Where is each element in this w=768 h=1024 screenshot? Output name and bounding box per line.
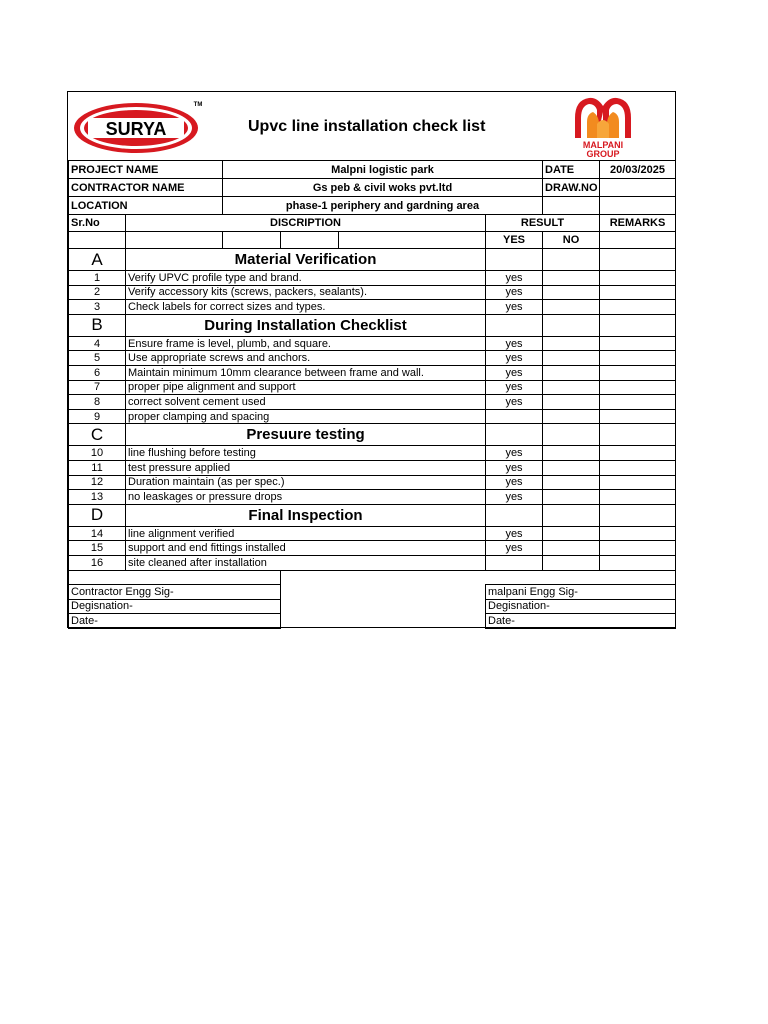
item-no-value [543, 446, 600, 461]
blank-cell [281, 614, 486, 629]
item-no-value [543, 380, 600, 395]
item-remarks [600, 395, 676, 410]
checklist-item-row [69, 490, 676, 505]
blank-cell [486, 570, 676, 585]
item-number: 3 [69, 300, 126, 315]
column-header-row [69, 215, 676, 232]
item-description: support and end fittings installed [126, 541, 486, 556]
srno-header: Sr.No [69, 215, 126, 232]
item-remarks [600, 336, 676, 351]
blank-cell [600, 232, 676, 249]
surya-logo [72, 96, 206, 154]
item-number: 7 [69, 380, 126, 395]
item-number: 13 [69, 490, 126, 505]
item-number: 8 [69, 395, 126, 410]
project-label: PROJECT NAME [69, 161, 223, 179]
item-remarks [600, 380, 676, 395]
item-remarks [600, 300, 676, 315]
item-remarks [600, 475, 676, 490]
item-number: 2 [69, 285, 126, 300]
blank-cell [69, 570, 281, 585]
item-remarks [600, 526, 676, 541]
item-no-value [543, 526, 600, 541]
date-value: 20/03/2025 [600, 161, 676, 179]
item-remarks [600, 409, 676, 424]
item-no-value [543, 490, 600, 505]
section-title: Presuure testing [126, 424, 486, 446]
location-value: phase-1 periphery and gardning area [223, 197, 543, 215]
item-no-value [543, 336, 600, 351]
yes-header: YES [486, 232, 543, 249]
item-description: correct solvent cement used [126, 395, 486, 410]
item-number: 10 [69, 446, 126, 461]
item-description: line flushing before testing [126, 446, 486, 461]
item-remarks [600, 351, 676, 366]
location-empty-b [600, 197, 676, 215]
item-remarks [600, 460, 676, 475]
item-number: 5 [69, 351, 126, 366]
item-yes-value: yes [486, 475, 543, 490]
item-yes-value: yes [486, 380, 543, 395]
checklist-item-row [69, 271, 676, 286]
location-label: LOCATION [69, 197, 223, 215]
item-description: no leaskages or pressure drops [126, 490, 486, 505]
drawno-label: DRAW.NO [543, 179, 600, 197]
result-header: RESULT [486, 215, 600, 232]
item-remarks [600, 285, 676, 300]
item-yes-value: yes [486, 351, 543, 366]
item-yes-value: yes [486, 271, 543, 286]
signature-row [69, 614, 676, 629]
item-yes-value: yes [486, 490, 543, 505]
blank-cell [543, 314, 600, 336]
blank-cell [600, 314, 676, 336]
malpani-date: Date- [486, 614, 676, 629]
item-no-value [543, 300, 600, 315]
item-yes-value: yes [486, 336, 543, 351]
blank-cell [486, 424, 543, 446]
item-no-value [543, 395, 600, 410]
blank-cell [281, 232, 339, 249]
item-remarks [600, 541, 676, 556]
section-letter: C [69, 424, 126, 446]
item-yes-value: yes [486, 460, 543, 475]
checklist-item-row [69, 365, 676, 380]
checklist-item-row [69, 285, 676, 300]
contractor-date: Date- [69, 614, 281, 629]
checklist-item-row [69, 475, 676, 490]
remarks-header: REMARKS [600, 215, 676, 232]
signature-spacer-row [69, 570, 676, 585]
signature-row [69, 585, 676, 600]
item-no-value [543, 460, 600, 475]
item-yes-value [486, 409, 543, 424]
item-yes-value: yes [486, 285, 543, 300]
item-yes-value [486, 555, 543, 570]
item-yes-value: yes [486, 446, 543, 461]
description-header: DISCRIPTION [126, 215, 486, 232]
item-description: proper clamping and spacing [126, 409, 486, 424]
item-description: proper pipe alignment and support [126, 380, 486, 395]
item-description: site cleaned after installation [126, 555, 486, 570]
section-header-row [69, 249, 676, 271]
item-yes-value: yes [486, 526, 543, 541]
item-no-value [543, 475, 600, 490]
section-letter: A [69, 249, 126, 271]
checklist-sheet [67, 91, 676, 628]
surya-logo-text: SURYA [105, 119, 167, 139]
checklist-item-row [69, 395, 676, 410]
malpani-logo [563, 94, 643, 158]
blank-cell [126, 232, 223, 249]
contractor-designation: Degisnation- [69, 599, 281, 614]
checklist-item-row [69, 300, 676, 315]
blank-cell [339, 232, 486, 249]
blank-cell [281, 585, 486, 600]
item-number: 1 [69, 271, 126, 286]
date-label: DATE [543, 161, 600, 179]
no-header: NO [543, 232, 600, 249]
item-no-value [543, 351, 600, 366]
blank-cell [486, 314, 543, 336]
location-empty-a [543, 197, 600, 215]
item-no-value [543, 409, 600, 424]
blank-cell [223, 232, 281, 249]
contractor-signature: Contractor Engg Sig- [69, 585, 281, 600]
item-number: 6 [69, 365, 126, 380]
surya-tm: TM [193, 102, 203, 108]
item-description: Use appropriate screws and anchors. [126, 351, 486, 366]
section-header-row [69, 504, 676, 526]
item-description: Verify accessory kits (screws, packers, sealants). [126, 285, 486, 300]
blank-cell [281, 570, 486, 585]
blank-cell [486, 504, 543, 526]
blank-cell [543, 249, 600, 271]
item-yes-value: yes [486, 541, 543, 556]
blank-cell [600, 504, 676, 526]
blank-cell [543, 424, 600, 446]
page-title: Upvc line installation check list [248, 118, 486, 135]
item-no-value [543, 285, 600, 300]
item-no-value [543, 365, 600, 380]
checklist-table [68, 160, 676, 629]
item-description: test pressure applied [126, 460, 486, 475]
item-no-value [543, 541, 600, 556]
contractor-row [69, 179, 676, 197]
blank-cell [281, 599, 486, 614]
item-description: line alignment verified [126, 526, 486, 541]
section-header-row [69, 314, 676, 336]
project-value: Malpni logistic park [223, 161, 543, 179]
item-number: 12 [69, 475, 126, 490]
malpani-designation: Degisnation- [486, 599, 676, 614]
checklist-item-row [69, 409, 676, 424]
checklist-item-row [69, 336, 676, 351]
item-yes-value: yes [486, 300, 543, 315]
item-number: 16 [69, 555, 126, 570]
item-description: Verify UPVC profile type and brand. [126, 271, 486, 286]
item-no-value [543, 271, 600, 286]
item-remarks [600, 446, 676, 461]
blank-cell [600, 424, 676, 446]
section-title: Material Verification [126, 249, 486, 271]
project-row [69, 161, 676, 179]
malpani-logo-line2: GROUP [586, 149, 620, 158]
item-remarks [600, 271, 676, 286]
item-yes-value: yes [486, 365, 543, 380]
item-description: Maintain minimum 10mm clearance between frame and wall. [126, 365, 486, 380]
item-number: 15 [69, 541, 126, 556]
blank-cell [486, 249, 543, 271]
checklist-item-row [69, 380, 676, 395]
contractor-label: CONTRACTOR NAME [69, 179, 223, 197]
item-no-value [543, 555, 600, 570]
section-letter: B [69, 314, 126, 336]
malpani-logo-line1: MALPANI [582, 140, 624, 150]
checklist-item-row [69, 555, 676, 570]
item-yes-value: yes [486, 395, 543, 410]
checklist-item-row [69, 460, 676, 475]
section-title: During Installation Checklist [126, 314, 486, 336]
item-remarks [600, 555, 676, 570]
section-title: Final Inspection [126, 504, 486, 526]
checklist-item-row [69, 526, 676, 541]
item-number: 9 [69, 409, 126, 424]
blank-cell [543, 504, 600, 526]
checklist-item-row [69, 351, 676, 366]
checklist-item-row [69, 446, 676, 461]
item-number: 14 [69, 526, 126, 541]
section-letter: D [69, 504, 126, 526]
yes-no-header-row [69, 232, 676, 249]
contractor-value: Gs peb & civil woks pvt.ltd [223, 179, 543, 197]
section-header-row [69, 424, 676, 446]
location-row [69, 197, 676, 215]
item-description: Ensure frame is level, plumb, and square. [126, 336, 486, 351]
item-remarks [600, 365, 676, 380]
checklist-item-row [69, 541, 676, 556]
item-description: Duration maintain (as per spec.) [126, 475, 486, 490]
item-number: 11 [69, 460, 126, 475]
item-number: 4 [69, 336, 126, 351]
malpani-signature: malpani Engg Sig- [486, 585, 676, 600]
blank-cell [600, 249, 676, 271]
blank-cell [69, 232, 126, 249]
drawno-value [600, 179, 676, 197]
item-remarks [600, 490, 676, 505]
item-description: Check labels for correct sizes and types. [126, 300, 486, 315]
signature-row [69, 599, 676, 614]
